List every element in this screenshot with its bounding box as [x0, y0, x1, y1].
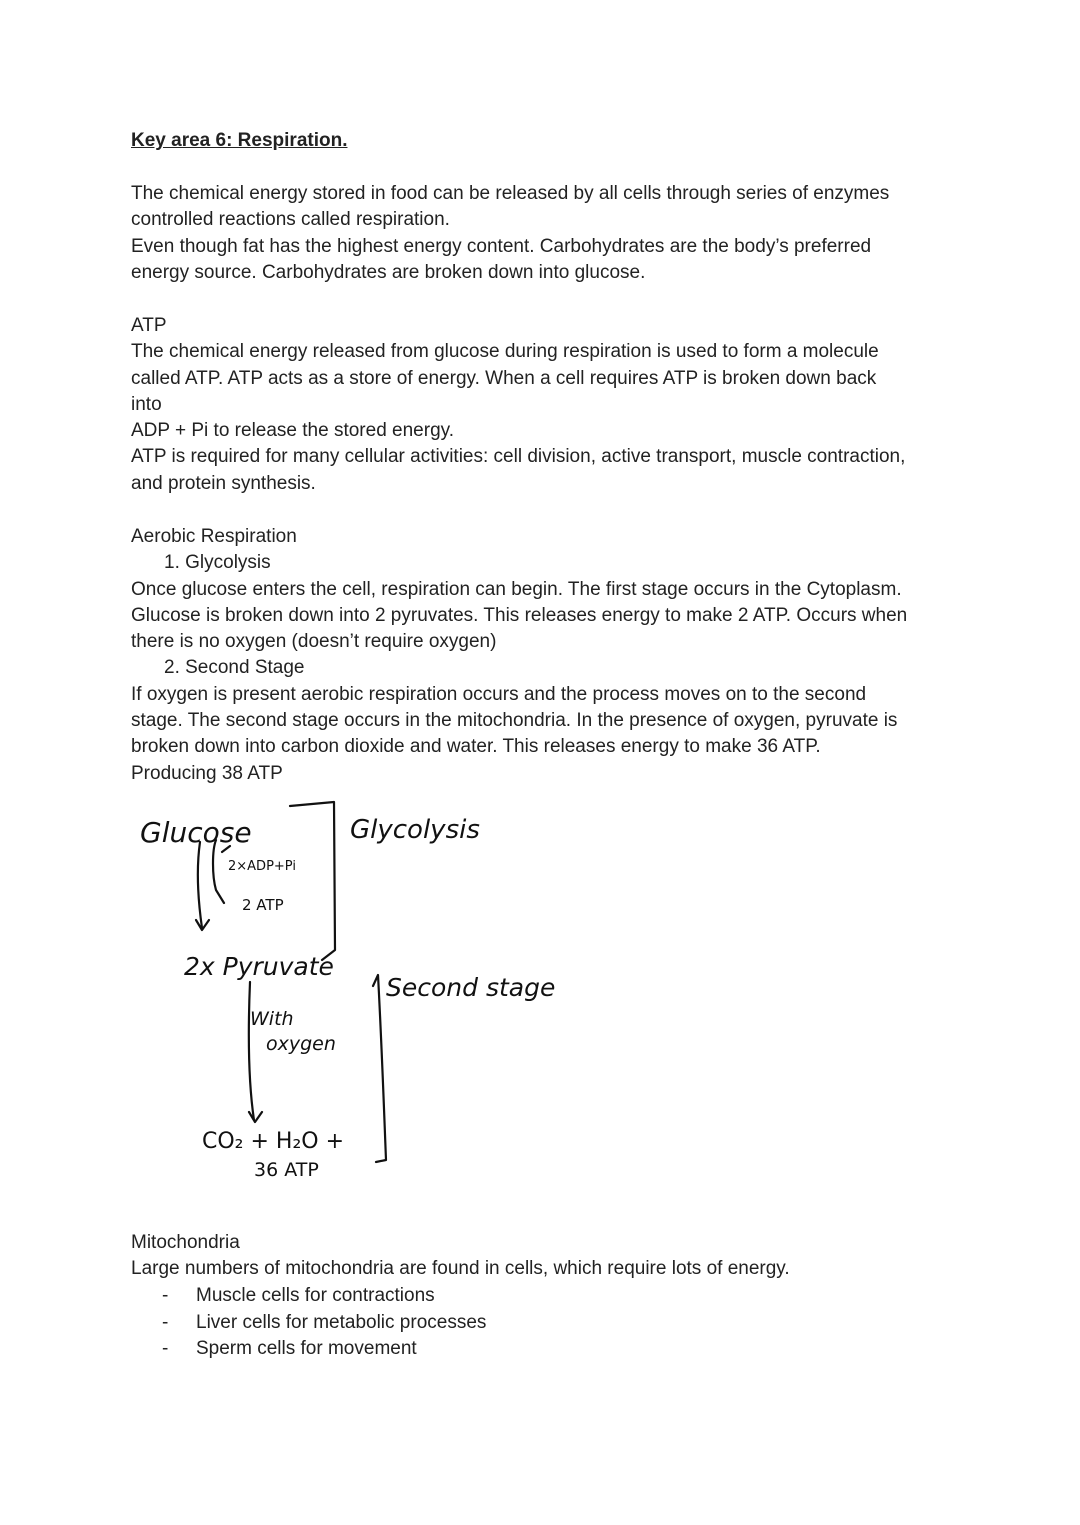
- page-title: Key area 6: Respiration.: [131, 130, 348, 151]
- text-line: The chemical energy stored in food can be released by all cells through series of enzymes: [131, 183, 890, 204]
- adp-label: 2×ADP+Pi: [228, 859, 296, 874]
- text-line: If oxygen is present aerobic respiration occurs and the process moves on to the second: [131, 683, 867, 705]
- aerobic-section: [131, 524, 961, 787]
- text-line: Producing 38 ATP: [131, 762, 283, 784]
- mitochondria-list: [131, 1283, 486, 1363]
- text-line: there is no oxygen (doesn’t require oxygen): [131, 631, 497, 653]
- glycolysis-label: Glycolysis: [350, 815, 480, 845]
- glucose-arrow-line: [198, 842, 202, 928]
- adp-curl: [213, 840, 224, 903]
- glycolysis-bracket: [290, 802, 335, 960]
- pyruvate-arrowhead: [249, 1112, 262, 1122]
- list-item: - Liver cells for metabolic processes: [162, 1311, 487, 1333]
- text-line: and protein synthesis.: [131, 472, 316, 494]
- atp-2-label: 2 ATP: [242, 896, 284, 914]
- text-line: The chemical energy released from glucose during respiration is used to form a molecule: [131, 341, 879, 363]
- products-label: CO₂ + H₂O +: [202, 1129, 345, 1154]
- section-heading: ATP: [131, 315, 167, 336]
- respiration-diagram: [120, 790, 600, 1190]
- text-line: Even though fat has the highest energy content. Carbohydrates are the body’s preferred: [131, 235, 872, 257]
- text-line: broken down into carbon dioxide and water. This releases energy to make 36 ATP.: [131, 736, 821, 758]
- second-stage-label: Second stage: [386, 973, 556, 1002]
- numbered-item-second-stage: 2. Second Stage: [164, 657, 305, 679]
- text-line: called ATP. ATP acts as a store of energy. When a cell requires ATP is broken down back: [131, 367, 877, 389]
- pyruvate-arrow-line: [249, 982, 254, 1120]
- pyruvate-label: 2x Pyruvate: [184, 952, 334, 981]
- text-line: energy source. Carbohydrates are broken down into glucose.: [131, 261, 646, 283]
- text-line: stage. The second stage occurs in the mitochondria. In the presence of oxygen, pyruvate is: [131, 710, 898, 732]
- with-label: With: [250, 1008, 294, 1030]
- text-line: Large numbers of mitochondria are found in cells, which require lots of energy.: [131, 1258, 790, 1280]
- atp-36-label: 36 ATP: [254, 1159, 319, 1181]
- text-line: Glucose is broken down into 2 pyruvates. This releases energy to make 2 ATP. Occurs when: [131, 604, 908, 626]
- atp-section: [131, 313, 961, 497]
- second-stage-bracket: [373, 975, 386, 1162]
- numbered-item-glycolysis: 1. Glycolysis: [164, 552, 271, 574]
- text-line: into: [131, 393, 162, 415]
- text-line: Once glucose enters the cell, respiration can begin. The first stage occurs in the Cytoplasm.: [131, 578, 902, 600]
- text-line: controlled reactions called respiration.: [131, 209, 450, 231]
- list-item: - Muscle cells for contractions: [162, 1285, 435, 1306]
- oxygen-label: oxygen: [266, 1033, 336, 1055]
- intro-paragraph: [131, 181, 961, 286]
- glucose-label: Glucose: [140, 816, 252, 849]
- mitochondria-section: [131, 1230, 961, 1283]
- text-line: ATP is required for many cellular activities: cell division, active transport, muscle contraction,: [131, 446, 906, 468]
- list-item: - Sperm cells for movement: [162, 1338, 417, 1360]
- text-line: ADP + Pi to release the stored energy.: [131, 420, 455, 442]
- section-heading: Mitochondria: [131, 1232, 240, 1253]
- section-heading: Aerobic Respiration: [131, 526, 297, 547]
